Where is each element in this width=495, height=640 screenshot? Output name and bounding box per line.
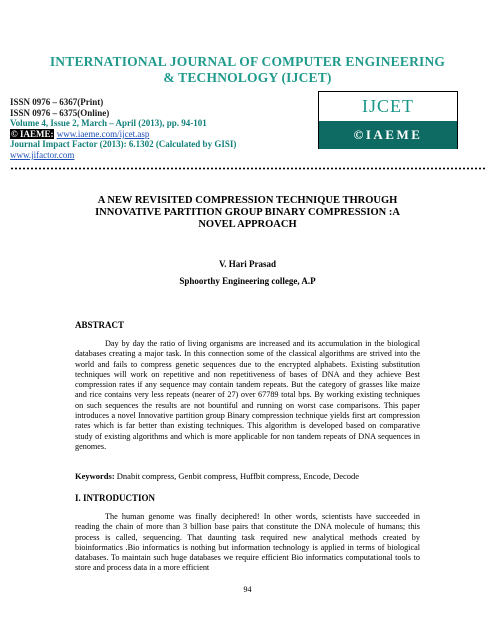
page-number: 94	[243, 585, 252, 594]
iaeme-badge: © IAEME:	[11, 128, 54, 139]
iaeme-link[interactable]: www.iaeme.com/ijcet.asp	[56, 128, 150, 139]
paper-title-line2: INNOVATIVE PARTITION GROUP BINARY COMPRESSION :A	[95, 207, 400, 218]
ijcet-logo	[318, 91, 458, 149]
abstract-heading: ABSTRACT	[75, 320, 125, 330]
author-name: V. Hari Prasad	[218, 259, 277, 269]
dotted-divider	[10, 167, 485, 170]
volume-info: Volume 4, Issue 2, March – April (2013), pp. 94-101	[10, 118, 207, 128]
logo-ijcet-text: IJCET	[362, 96, 414, 116]
paper-title	[60, 195, 435, 231]
abstract-text: Day by day the ratio of living organisms are increased and its accumulation in the biological databases creating a major task. In this connection some of the classical algorithms are strived into the world and fails to compress genetic sequences due to the encrypted alphabets. Existing substitution techniques will work on repetitive and non repetitiveness of bases of DNA and they achieve Best compression rates if any sequence may contain tandem repeats. But the category of grasses like maize and rice contains very less repeats (nearer of 27) over 67789 total bps. By working existing techniques on such sequences the results are not bountiful and running on worst case comparisons. This paper introduces a novel Innovative partition group Binary compression technique yields first art compression rates which is far better than existing techniques. This algorithm is developed based on comparative study of existing algorithms and which is more applicable for non tandem repeats of DNA sequences in genomes.	[75, 339, 420, 451]
issn-print: ISSN 0976 – 6367(Print)	[10, 97, 104, 107]
author-affiliation: Sphoorthy Engineering college, A.P	[179, 276, 316, 286]
paper-title-line1: A NEW REVISITED COMPRESSION TECHNIQUE THROUGH	[97, 195, 398, 206]
iaeme-line	[10, 129, 236, 140]
journal-title	[40, 54, 455, 86]
journal-title-line1: INTERNATIONAL JOURNAL OF COMPUTER ENGINEERING	[49, 54, 446, 69]
logo-iaeme-text: ©IAEME	[319, 121, 457, 149]
keywords-text: Dnabit compress, Genbit compress, Huffbit compress, Encode, Decode	[114, 471, 360, 481]
jifactor-link[interactable]: www.jifactor.com	[10, 149, 75, 160]
impact-factor: Journal Impact Factor (2013): 6.1302 (Calculated by GISI)	[10, 139, 237, 149]
journal-info	[10, 97, 236, 160]
keywords	[75, 471, 435, 481]
keywords-label: Keywords:	[75, 471, 115, 481]
issn-online: ISSN 0976 – 6375(Online)	[10, 107, 110, 118]
introduction-text: The human genome was finally deciphered! In other words, scientists have succeeded in reading the chain of more than 3 billion base pairs that constitute the DNA molecule of humans; this process is called, sequencing. That daunting task required new analytical methods created by bioinformatics .Bio informatics is nothing but information technology is applied in terms of biological databases. To maintain such huge databases we require efficient Bio informatics computational tools to store and process data in a more efficient	[75, 512, 420, 573]
section-introduction-heading: I. INTRODUCTION	[75, 493, 156, 503]
paper-title-line3: NOVEL APPROACH	[198, 219, 297, 230]
journal-title-line2: & TECHNOLOGY (IJCET)	[163, 70, 332, 85]
